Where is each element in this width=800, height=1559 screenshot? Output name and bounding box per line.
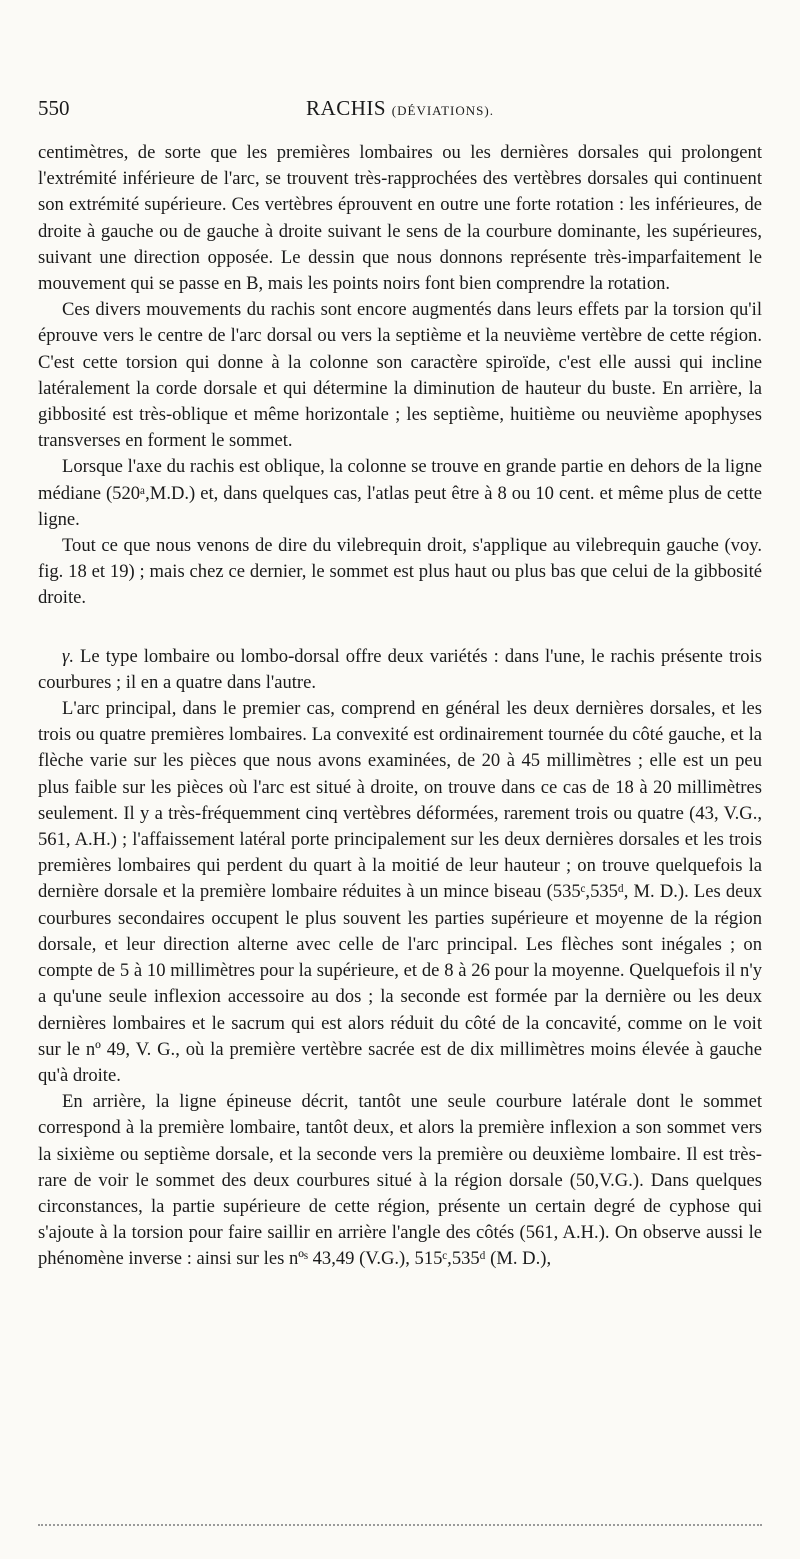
page-body — [38, 140, 762, 1273]
page-header — [38, 96, 762, 126]
paragraph: En arrière, la ligne épineuse décrit, tantôt une seule courbure latérale dont le sommet correspond à la première lombaire, tantôt deux, et alors la première inflexion a son sommet vers la sixième ou septième dorsale, et la seconde vers la première ou deuxième lombaire. Il est très-rare de voir le sommet des deux courbures situé à la région dorsale (50,V.G.). Dans quelques circonstances, la partie supérieure de cette région, présente un certain degré de cyphose qui s'ajoute à la torsion pour faire saillir en arrière l'angle des côtés (561, A.H.). On observe aussi le phénomène inverse : ainsi sur les nºˢ 43,49 (V.G.), 515ᶜ,535ᵈ (M. D.), — [38, 1091, 762, 1270]
running-head — [38, 96, 762, 121]
paragraph: Ces divers mouvements du rachis sont encore augmentés dans leurs effets par la torsion qu'il éprouve vers le centre de l'arc dorsal ou vers la septième et la neuvième vertèbre de cette région. C'est cette torsion qui donne à la colonne son caractère spiroïde, c'est elle aussi qui incline latéralement la corde dorsale et qui détermine la diminution de hauteur du buste. En arrière, la gibbosité est très-oblique et même horizontale ; les septième, huitième ou neuvième apophyses transverses en forment le sommet. — [38, 299, 762, 452]
page-number: 550 — [38, 96, 70, 120]
paragraph: L'arc principal, dans le premier cas, comprend en général les deux dernières dorsales, et les trois ou quatre premières lombaires. La convexité est ordinairement tournée du côté gauche, et la flèche varie sur les pièces que nous avons examinées, de 20 à 45 millimètres ; elle est un peu plus faible sur les pièces où l'arc est situé à droite, on trouve dans ce cas de 18 à 20 millimètres seulement. Il y a très-fréquemment cinq vertèbres déformées, rarement trois ou quatre (43, V.G., 561, A.H.) ; l'affaissement latéral porte principalement sur les deux dernières dorsales et les trois premières lombaires qui perdent du quart à la moitié de leur hauteur ; on trouve quelquefois la dernière dorsale et la première lombaire réduites à un mince biseau (535ᶜ,535ᵈ, M. D.). Les deux courbures secondaires occupent le plus souvent les parties supérieure et moyenne de la région dorsale, et leur direction alterne avec celle de l'arc principal. Les flèches sont inégales ; on compte de 5 à 10 millimètres pour la supérieure, et de 8 à 26 pour la moyenne. Quelquefois il n'y a qu'une seule inflexion accessoire au dos ; la seconde est formée par la dernière ou les deux dernières lombaires et le sacrum qui est alors réduit du côté de la concavité, comme on le voit sur le nº 49, V. G., où la première vertèbre sacrée est de dix millimètres moins élevée à gauche qu'à droite. — [38, 698, 762, 1086]
section-text: Le type lombaire ou lombo-dorsal offre deux variétés : dans l'une, le rachis présente trois courbures ; il en a quatre dans l'autre. — [38, 645, 763, 693]
footer-rule — [38, 1524, 762, 1526]
paragraph: Lorsque l'axe du rachis est oblique, la colonne se trouve en grande partie en dehors de la ligne médiane (520ᵃ,M.D.) et, dans quelques cas, l'atlas peut être à 8 ou 10 cent. et même plus de cette ligne. — [38, 456, 762, 530]
section-marker: γ. — [62, 645, 74, 667]
section-paragraph — [38, 644, 762, 696]
paragraph: centimètres, de sorte que les premières lombaires ou les dernières dorsales qui prolongent l'extrémité inférieure de l'arc, se trouvent très-rapprochées des vertèbres dorsales qui continuent son extrémité supérieure. Ces vertèbres éprouvent en outre une forte rotation : les inférieures, de droite à gauche ou de gauche à droite suivant le sens de la courbure dominante, les supérieures, suivant une direction opposée. Le dessin que nous donnons représente très-imparfaitement le mouvement qui se passe en B, mais les points noirs font bien comprendre la rotation. — [38, 142, 762, 295]
paragraph: Tout ce que nous venons de dire du vilebrequin droit, s'applique au vilebrequin gauche (voy. fig. 18 et 19) ; mais chez ce dernier, le sommet est plus haut ou plus bas que celui de la gibbosité droite. — [38, 535, 762, 609]
running-head-subtitle: (DÉVIATIONS). — [391, 103, 494, 118]
running-head-title: RACHIS — [306, 96, 387, 120]
